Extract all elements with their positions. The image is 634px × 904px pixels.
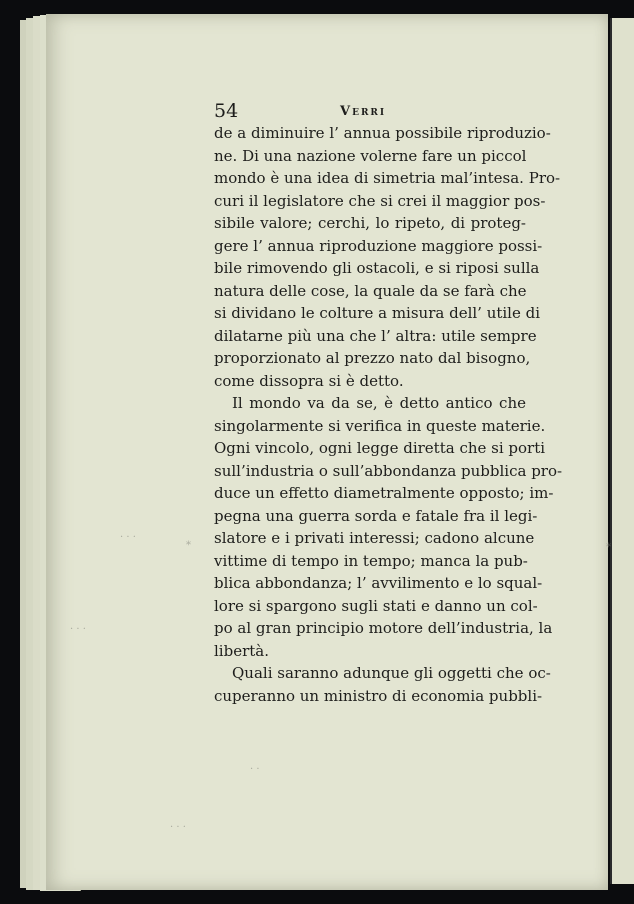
text-line: Quali saranno adunque gli oggetti che oc- bbox=[232, 664, 551, 682]
text-line: mondo è una idea di simetria mal’intesa. Pro- bbox=[214, 169, 561, 187]
text-line: blica abbondanza; l’ avvilimento e lo squal- bbox=[214, 574, 543, 592]
facing-page-edge bbox=[610, 18, 634, 884]
text-line: proporzionato al prezzo nato dal bisogno, bbox=[214, 349, 531, 367]
running-head: Verri bbox=[340, 104, 387, 119]
text-line: Il mondo va da se, è detto antico che bbox=[232, 394, 526, 412]
text-line: dilatarne più una che l’ altra: utile sempre bbox=[214, 326, 537, 345]
text-line: singolarmente si verifica in queste materie. bbox=[214, 416, 546, 435]
text-line: libertà. bbox=[214, 641, 269, 660]
text-line: po al gran principio motore dell’industria, la bbox=[214, 619, 553, 637]
text-line: gere l’ annua riproduzione maggiore possi- bbox=[214, 236, 543, 255]
text-line: lore si spargono sugli stati e danno un col- bbox=[214, 596, 538, 615]
body-text bbox=[214, 122, 563, 707]
text-line: vittime di tempo in tempo; manca la pub- bbox=[214, 551, 528, 570]
text-line: de a diminuire l’ annua possibile riproduzio- bbox=[214, 124, 551, 142]
text-line: duce un effetto diametralmente opposto; im- bbox=[214, 484, 554, 502]
bleed-through-mark: · · · bbox=[70, 624, 86, 635]
text-line: si dividano le colture a misura dell’ utile di bbox=[214, 304, 541, 322]
text-line: slatore e i privati interessi; cadono alcune bbox=[214, 529, 535, 547]
bleed-through-mark: * bbox=[186, 540, 191, 551]
bleed-through-mark: · · · bbox=[170, 822, 186, 833]
text-line: natura delle cose, la quale da se farà che bbox=[214, 281, 527, 300]
text-line: pegna una guerra sorda e fatale fra il legi- bbox=[214, 506, 538, 525]
page-number: 54 bbox=[214, 100, 239, 122]
text-line: come dissopra si è detto. bbox=[214, 371, 404, 390]
bleed-through-mark: · · · bbox=[120, 532, 136, 543]
text-line: sull’industria o sull’abbondanza pubblica pro- bbox=[214, 461, 563, 480]
text-line: bile rimovendo gli ostacoli, e si riposi sulla bbox=[214, 259, 540, 277]
bleed-through-mark: · · bbox=[250, 764, 260, 775]
page-header bbox=[214, 100, 528, 124]
bleed-through-mark: * bbox=[606, 542, 611, 553]
text-line: curi il legislatore che si crei il maggior pos- bbox=[214, 191, 546, 210]
text-line: sibile valore; cerchi, lo ripeto, di proteg- bbox=[214, 214, 526, 232]
text-line: ne. Di una nazione volerne fare un piccol bbox=[214, 146, 527, 165]
text-line: cuperanno un ministro di economia pubbli- bbox=[214, 686, 543, 705]
text-line: Ogni vincolo, ogni legge diretta che si porti bbox=[214, 439, 546, 457]
